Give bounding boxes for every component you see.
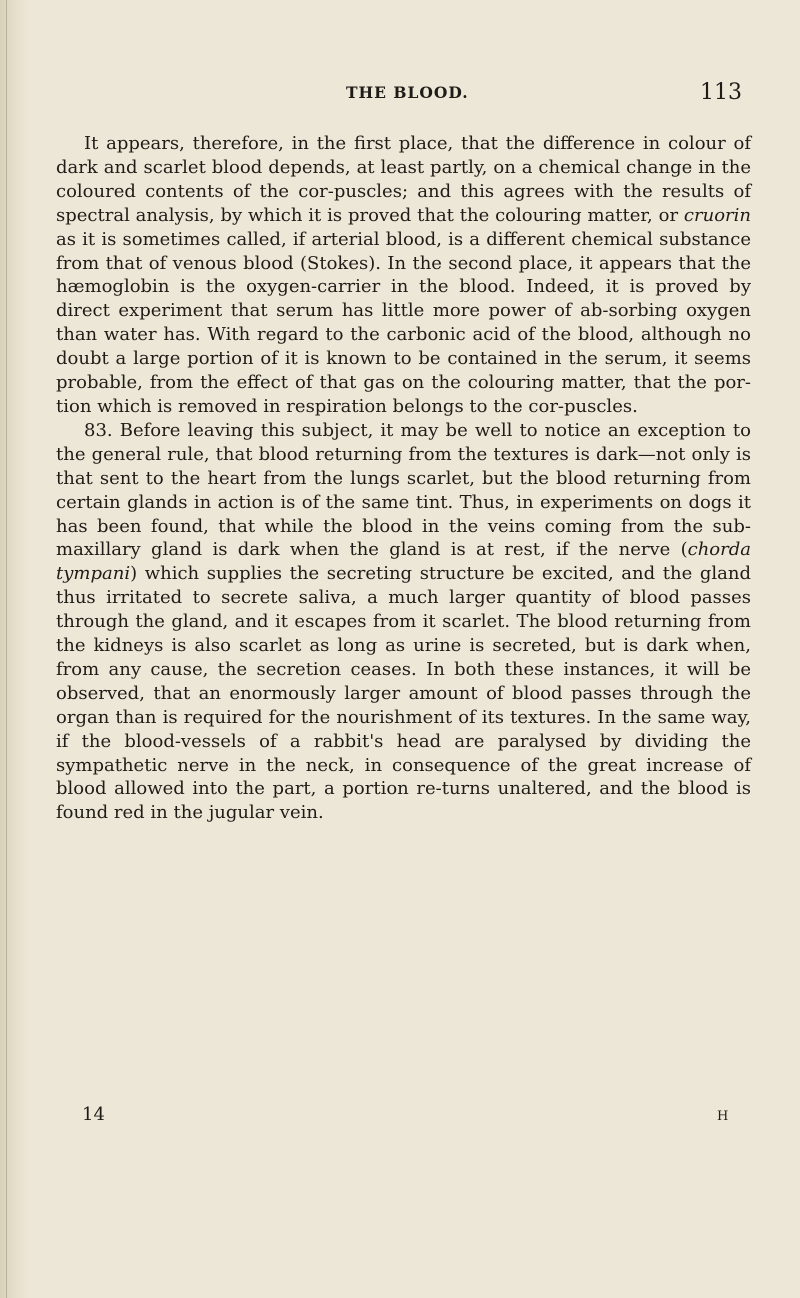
paragraph-2-text-b: ) which supplies the secreting structure be excited, and the gland thus irritated to secrete saliva, a much larger quantity of blood passes through the gland, and it escapes from it scarlet. The blood returning from the kidneys is also scarlet as long as urine is secreted, but is dark when, from any cause, the secretion ceases. In both these instances, it will be observed, that an enormously larger amount of blood passes through the organ than is required for the nourishment of its textures. In the same way, if the blood-vessels of a rabbit's head are paralysed by dividing the sympathetic nerve in the neck, in consequence of the great increase of blood allowed into the part, a portion re-turns unaltered, and the blood is found red in the jugular vein.	[56, 563, 751, 824]
paragraph-1	[56, 132, 751, 419]
paragraph-1-text-b: as it is sometimes called, if arterial blood, is a different chemical substance from that of venous blood (Stokes). In the second place, it appears that the hæmoglobin is the oxygen-carrier in the blood. Indeed, it is proved by direct experiment that serum has little more power of ab-sorbing oxygen than water has. With regard to the carbonic acid of the blood, although no doubt a large portion of it is known to be contained in the serum, it seems probable, from the effect of that gas on the colouring matter, that the por-tion which is removed in respiration belongs to the cor-puscles.	[56, 228, 751, 417]
paragraph-1-italic-term: cruorin	[683, 204, 751, 226]
paragraph-1-text-a: It appears, therefore, in the first place, that the difference in colour of dark and scarlet blood depends, at least partly, on a chemical change in the coloured contents of the cor-puscles; and this agrees with the results of spectral analysis, by which it is proved that the colouring matter, or	[56, 133, 751, 226]
section-number: 83.	[84, 419, 113, 441]
running-head-title: THE BLOOD.	[346, 83, 469, 102]
paragraph-2-italic-term: chorda tympani	[56, 539, 751, 585]
page-number: 113	[700, 80, 742, 105]
body-text	[56, 132, 751, 825]
paragraph-2	[56, 419, 751, 825]
page-footer	[0, 1104, 800, 1134]
gathering-mark: H	[717, 1109, 730, 1124]
paragraph-2-text-a: Before leaving this subject, it may be well to notice an exception to the general rule, that blood returning from the textures is dark—not only is that sent to the heart from the lungs scarlet, but the blood returning from certain glands in action is of the same tint. Thus, in experiments on dogs it has been found, that while the blood in the veins coming from the sub-maxillary gland is dark when the gland is at rest, if the nerve (	[56, 419, 751, 561]
signature-mark: 14	[82, 1104, 105, 1125]
running-head	[0, 80, 800, 112]
